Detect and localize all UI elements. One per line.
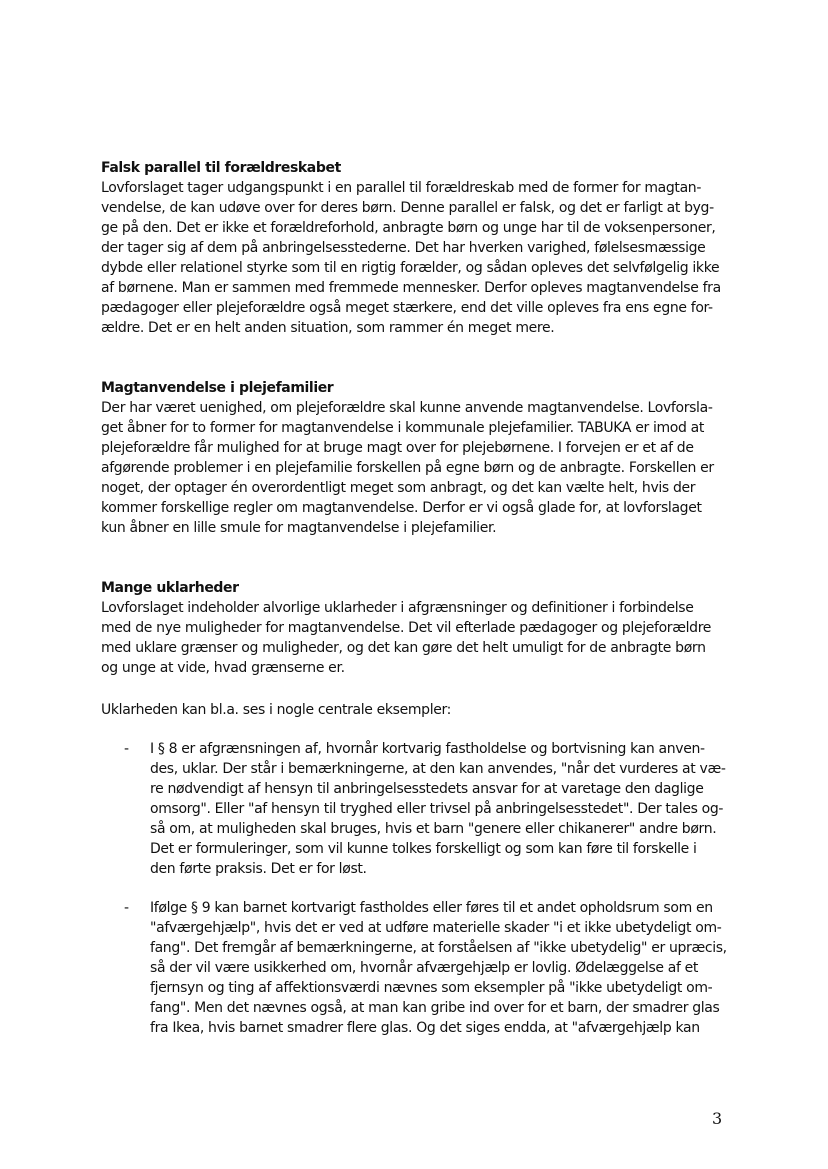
- body-line: den førte praksis. Det er for løst.: [150, 861, 367, 877]
- body-line: fra Ikea, hvis barnet smadrer flere glas. Og det siges endda, at "afværgehjælp kan: [150, 1020, 700, 1036]
- body-line: kommer forskellige regler om magtanvendelse. Derfor er vi også glade for, at lovforslaget: [101, 500, 702, 516]
- body-line: plejeforældre får mulighed for at bruge magt over for plejebørnene. I forvejen er et af de: [101, 440, 694, 456]
- body-line: des, uklar. Der står i bemærkningerne, at den kan anvendes, "når det vurderes at væ-: [150, 761, 726, 777]
- section-heading: Mange uklarheder: [101, 580, 239, 596]
- section-mange-uklarheder: [101, 579, 721, 678]
- body-line: fang". Det fremgår af bemærkningerne, at forståelsen af "ikke ubetydelig" er upræcis,: [150, 940, 727, 956]
- section-heading: Magtanvendelse i plejefamilier: [101, 380, 334, 396]
- body-line: Det er formuleringer, som vil kunne tolkes forskelligt og som kan føre til forskelle i: [150, 841, 697, 857]
- page-number: 3: [712, 1109, 723, 1128]
- body-line: noget, der optager én overordentligt meget som anbragt, og det kan vælte helt, hvis der: [101, 480, 696, 496]
- section-falsk-parallel: [101, 159, 721, 338]
- section-heading: Falsk parallel til forældreskabet: [101, 160, 341, 176]
- body-line: med de nye muligheder for magtanvendelse. Det vil efterlade pædagoger og plejeforældre: [101, 620, 712, 636]
- body-line: Lovforslaget tager udgangspunkt i en parallel til forældreskab med de former for magtan-: [101, 180, 702, 196]
- body-line: så der vil være usikkerhed om, hvornår afværgehjælp er lovlig. Ødelæggelse af et: [150, 960, 699, 976]
- bullet-dash: -: [124, 900, 130, 916]
- body-line: Lovforslaget indeholder alvorlige uklarheder i afgrænsninger og definitioner i forbindelse: [101, 600, 694, 616]
- body-line: vendelse, de kan udøve over for deres børn. Denne parallel er falsk, og det er farligt at byg-: [101, 200, 714, 216]
- body-line: af børnene. Man er sammen med fremmede mennesker. Derfor opleves magtanvendelse fra: [101, 280, 721, 296]
- body-line: kun åbner en lille smule for magtanvendelse i plejefamilier.: [101, 520, 497, 536]
- body-line: "afværgehjælp", hvis det er ved at udføre materielle skader "i et ikke ubetydeligt om-: [150, 920, 722, 936]
- body-line: ge på den. Det er ikke et forældreforhold, anbragte børn og unge har til de voksenpersoner,: [101, 220, 716, 236]
- body-line: Der har været uenighed, om plejeforældre skal kunne anvende magtanvendelse. Lovforsla-: [101, 400, 713, 416]
- body-line: og unge at vide, hvad grænserne er.: [101, 660, 345, 676]
- body-line: ældre. Det er en helt anden situation, som rammer én meget mere.: [101, 320, 555, 336]
- body-line: med uklare grænser og muligheder, og det kan gøre det helt umuligt for de anbragte børn: [101, 640, 706, 656]
- body-line: så om, at muligheden skal bruges, hvis et barn "genere eller chikanerer" andre børn.: [150, 821, 717, 837]
- bullet-dash: -: [124, 741, 130, 757]
- bullet-text: [150, 739, 730, 879]
- bullet-text: [150, 898, 730, 1038]
- body-line: fjernsyn og ting af affektionsværdi nævnes som eksempler på "ikke ubetydeligt om-: [150, 980, 713, 996]
- body-line: dybde eller relationel styrke som til en rigtig forælder, og sådan opleves det selvfølgelig ikke: [101, 260, 720, 276]
- body-line: afgørende problemer i en plejefamilie forskellen på egne børn og de anbragte. Forskellen er: [101, 460, 714, 476]
- examples-intro: [101, 700, 721, 720]
- body-line: Ifølge § 9 kan barnet kortvarigt fastholdes eller føres til et andet opholdsrum som en: [150, 900, 713, 916]
- body-line: get åbner for to former for magtanvendelse i kommunale plejefamilier. TABUKA er imod at: [101, 420, 705, 436]
- body-line: omsorg". Eller "af hensyn til tryghed eller trivsel på anbringelsesstedet". Der tales og-: [150, 801, 724, 817]
- body-line: pædagoger eller plejeforældre også meget stærkere, end det ville opleves fra ens egne for-: [101, 300, 713, 316]
- body-line: Uklarheden kan bl.a. ses i nogle centrale eksempler:: [101, 702, 452, 718]
- body-line: re nødvendigt af hensyn til anbringelsesstedets ansvar for at varetage den daglige: [150, 781, 704, 797]
- body-line: der tager sig af dem på anbringelsesstederne. Det har hverken varighed, følelsesmæssige: [101, 240, 706, 256]
- body-line: I § 8 er afgrænsningen af, hvornår kortvarig fastholdelse og bortvisning kan anven-: [150, 741, 705, 757]
- section-magtanvendelse-plejefamilier: [101, 379, 721, 538]
- body-line: fang". Men det nævnes også, at man kan gribe ind over for et barn, der smadrer glas: [150, 1000, 720, 1016]
